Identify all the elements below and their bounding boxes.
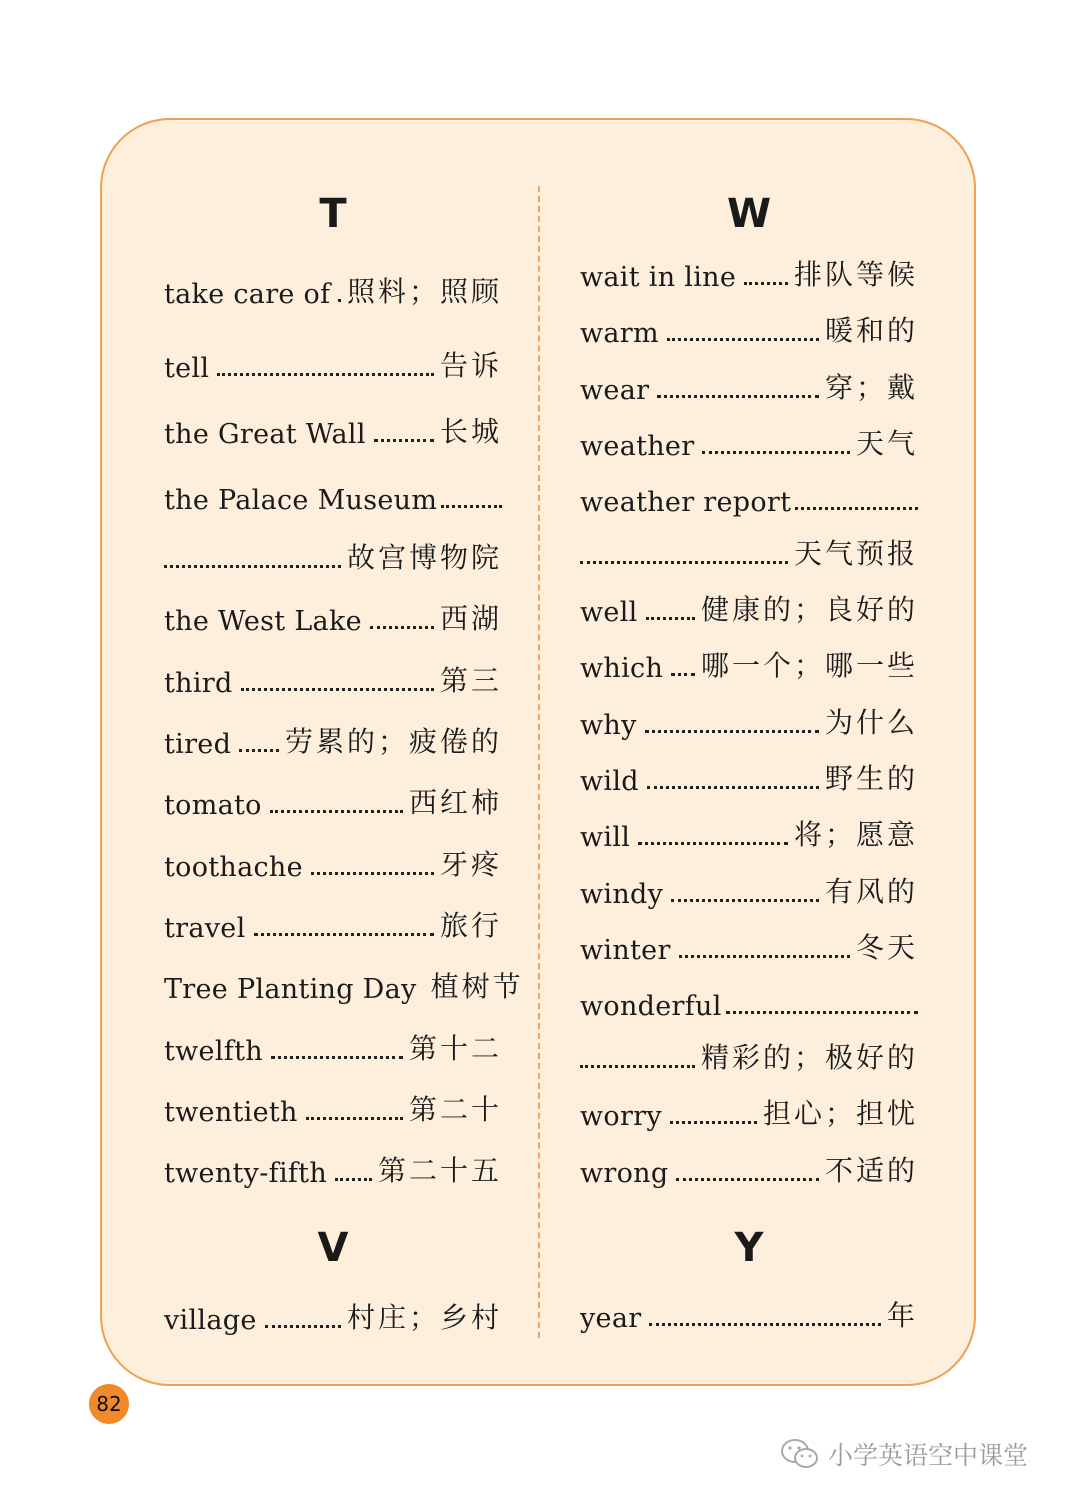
leader-dots: [726, 1011, 918, 1014]
section-letter-w: W: [726, 191, 772, 237]
entry-word: year: [580, 1303, 642, 1334]
entry-meaning: 天气: [855, 427, 918, 460]
entry-meaning: 告诉: [439, 349, 502, 382]
entry-word: worry: [580, 1101, 662, 1132]
vocab-entry-continued: [580, 1036, 918, 1076]
entry-meaning: 精彩的；极好的: [700, 1041, 918, 1074]
leader-dots: [338, 299, 341, 302]
leader-dots: [271, 1056, 403, 1059]
leader-dots: [671, 673, 695, 676]
vocab-entry-continued: [580, 532, 918, 572]
leader-dots: [580, 561, 788, 564]
entry-word: the Great Wall: [164, 419, 366, 450]
entry-word: toothache: [164, 852, 303, 883]
entry-meaning: 健康的；良好的: [700, 593, 918, 626]
leader-dots: [657, 395, 819, 398]
leader-dots: [646, 617, 695, 620]
entry-word: will: [580, 822, 631, 853]
vocab-entry-continued: [164, 536, 502, 576]
entry-meaning: 野生的: [824, 762, 918, 795]
leader-dots: [164, 565, 341, 568]
vocab-entry: [164, 904, 502, 944]
vocab-entry: [580, 253, 918, 293]
entry-word: tired: [164, 729, 232, 760]
vocab-entry: [164, 476, 502, 516]
entry-word: windy: [580, 879, 664, 910]
entry-meaning: 暖和的: [824, 314, 918, 347]
leader-dots: [671, 899, 819, 902]
entry-meaning: 村庄；乡村: [346, 1301, 502, 1334]
entry-word: weather report: [580, 487, 792, 518]
vocab-entry: [580, 701, 918, 741]
entry-word: winter: [580, 935, 671, 966]
entry-word: warm: [580, 318, 659, 349]
wechat-icon: [780, 1437, 820, 1471]
vocab-entry: [580, 813, 918, 853]
vocab-entry: [164, 1149, 502, 1189]
vocab-entry: [580, 366, 918, 406]
entry-word: wear: [580, 375, 650, 406]
leader-dots: [580, 1065, 695, 1068]
entry-word: twentieth: [164, 1097, 298, 1128]
leader-dots: [702, 451, 850, 454]
vocab-entry: [580, 1092, 918, 1132]
vocab-entry: [164, 843, 502, 883]
entry-meaning: 冬天: [855, 931, 918, 964]
vocab-entry: [580, 870, 918, 910]
entry-word: village: [164, 1305, 257, 1336]
vocab-entry: [164, 597, 502, 637]
leader-dots: [667, 338, 819, 341]
vocab-entry: [580, 757, 918, 797]
section-letter-y: Y: [734, 1225, 764, 1271]
entry-meaning: 天气预报: [793, 537, 918, 570]
leader-dots: [744, 282, 788, 285]
vocab-entry: [164, 344, 502, 384]
entry-word: wait in line: [580, 262, 737, 293]
entry-meaning: 将；愿意: [793, 818, 918, 851]
entry-word: third: [164, 668, 233, 699]
leader-dots: [241, 688, 434, 691]
leader-dots: [374, 439, 434, 442]
leader-dots: [670, 1121, 757, 1124]
entry-word: wild: [580, 766, 639, 797]
column-divider: [538, 186, 540, 1338]
entry-meaning: 排队等候: [793, 258, 918, 291]
entry-meaning: 牙疼: [439, 848, 502, 881]
entry-word: why: [580, 710, 637, 741]
watermark: [780, 1434, 1028, 1474]
leader-dots: [370, 626, 434, 629]
entry-word: twelfth: [164, 1036, 263, 1067]
entry-meaning: 西红柿: [408, 786, 502, 819]
leader-dots: [311, 872, 434, 875]
entry-word: tomato: [164, 790, 262, 821]
page-number-badge: 82: [89, 1384, 129, 1424]
vocab-entry: [164, 410, 502, 450]
leader-dots: [647, 786, 819, 789]
leader-dots: [645, 730, 819, 733]
entry-meaning: 不适的: [824, 1154, 918, 1187]
vocab-entry: [164, 720, 502, 760]
section-letter-v: V: [317, 1225, 349, 1271]
vocab-entry: [580, 1294, 918, 1334]
leader-dots: [239, 749, 279, 752]
vocab-entry: [580, 309, 918, 349]
vocab-entry: [580, 926, 918, 966]
leader-dots: [306, 1117, 403, 1120]
entry-meaning: 长城: [439, 415, 502, 448]
vocab-entry: [164, 659, 502, 699]
vocab-entry: [164, 1027, 502, 1067]
leader-dots: [254, 933, 434, 936]
entry-meaning: 照料；照顾: [346, 275, 502, 308]
entry-meaning: 第二十五: [377, 1154, 502, 1187]
entry-meaning: 劳累的；疲倦的: [284, 725, 502, 758]
entry-word: take care of: [164, 279, 331, 310]
entry-word: tell: [164, 353, 210, 384]
watermark-text: 小学英语空中课堂: [828, 1441, 1029, 1470]
entry-word: the Palace Museum: [164, 485, 438, 516]
vocab-entry: [580, 1149, 918, 1189]
leader-dots: [441, 505, 502, 508]
vocab-entry: [580, 478, 918, 518]
entry-word: wrong: [580, 1158, 669, 1189]
entry-word: which: [580, 653, 664, 684]
leader-dots: [335, 1178, 372, 1181]
vocab-entry: [580, 982, 918, 1022]
vocab-entry: [164, 965, 524, 1005]
entry-word: Tree Planting Day: [164, 974, 417, 1005]
leader-dots: [638, 842, 788, 845]
entry-meaning: 西湖: [439, 602, 502, 635]
entry-word: weather: [580, 431, 695, 462]
entry-meaning: 穿；戴: [824, 371, 918, 404]
vocab-entry: [164, 1296, 502, 1336]
vocab-entry: [164, 1088, 502, 1128]
leader-dots: [217, 373, 434, 376]
entry-word: wonderful: [580, 991, 722, 1022]
entry-meaning: 故宫博物院: [346, 541, 502, 574]
entry-meaning: 第三: [439, 664, 502, 697]
vocab-entry: [580, 644, 918, 684]
entry-meaning: 年: [886, 1299, 918, 1332]
entry-word: well: [580, 597, 638, 628]
entry-meaning: 第十二: [408, 1032, 502, 1065]
entry-meaning: 哪一个；哪一些: [700, 649, 918, 682]
vocab-entry: [580, 422, 918, 462]
leader-dots: [265, 1325, 341, 1328]
entry-word: the West Lake: [164, 606, 362, 637]
entry-word: travel: [164, 913, 246, 944]
vocab-entry: [164, 781, 502, 821]
entry-word: twenty-fifth: [164, 1158, 328, 1189]
vocab-entry: [580, 588, 918, 628]
leader-dots: [795, 507, 918, 510]
entry-meaning: 为什么: [824, 706, 918, 739]
vocab-entry: [164, 270, 502, 310]
section-letter-t: T: [319, 191, 347, 237]
entry-meaning: 第二十: [408, 1093, 502, 1126]
entry-meaning: 有风的: [824, 875, 918, 908]
leader-dots: [649, 1323, 881, 1326]
entry-meaning: 担心；担忧: [762, 1097, 918, 1130]
leader-dots: [270, 810, 403, 813]
leader-dots: [676, 1178, 819, 1181]
entry-meaning: 植树节: [430, 970, 524, 1003]
entry-meaning: 旅行: [439, 909, 502, 942]
leader-dots: [679, 955, 850, 958]
